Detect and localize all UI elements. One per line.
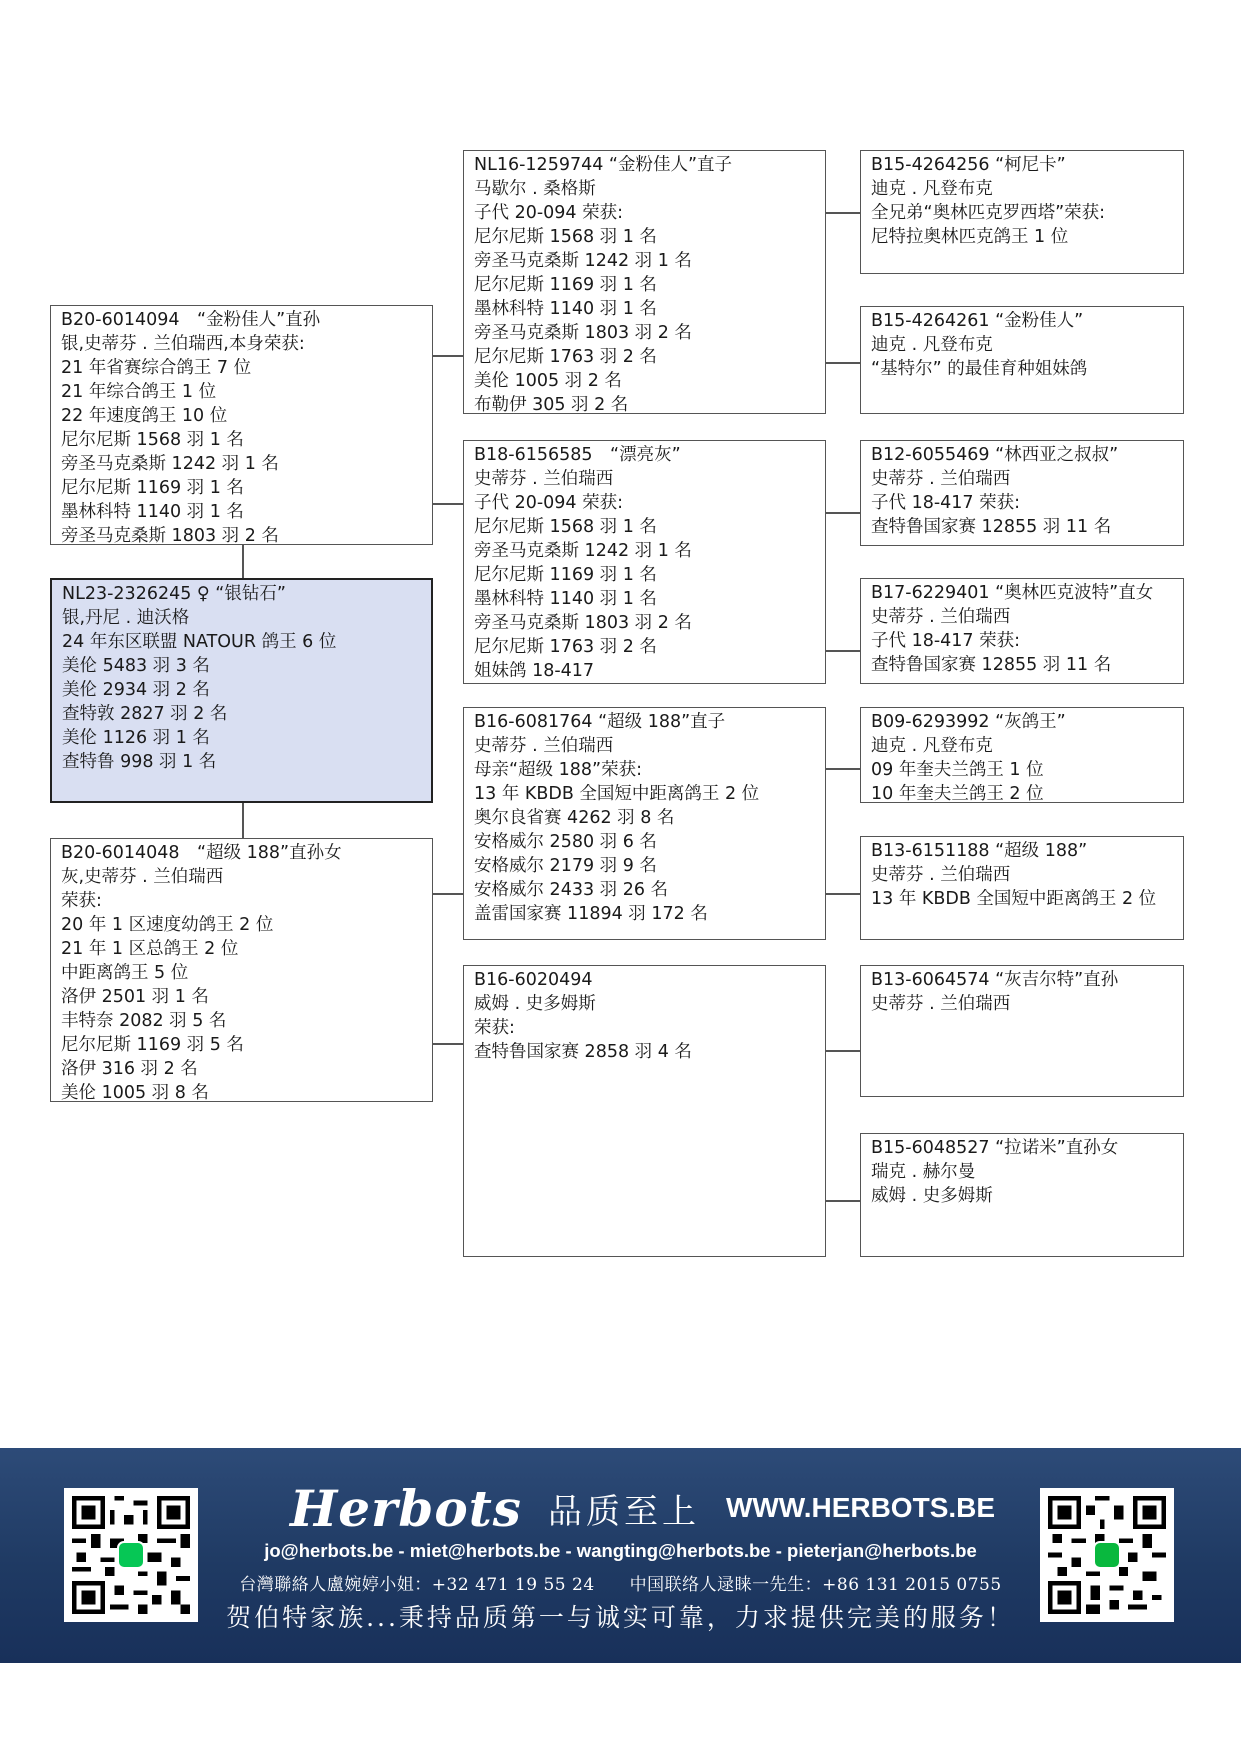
box-line: B16-6020494 (474, 970, 593, 990)
box-line: 子代 20-094 荣获: (474, 493, 624, 513)
connector (826, 1200, 860, 1202)
box-line: B12-6055469 “林西亚之叔叔” (871, 445, 1119, 465)
box-line: 尼尔尼斯 1169 羽 1 名 (474, 275, 657, 295)
connector (433, 503, 463, 505)
box-line: 墨林科特 1140 羽 1 名 (474, 299, 657, 319)
email-addresses[interactable]: jo@herbots.be - miet@herbots.be - wangting@herbots.be - pieterjan@herbots.be (264, 1540, 977, 1561)
box-line: 10 年奎夫兰鸽王 2 位 (871, 784, 1044, 803)
box-line: 子代 18-417 荣获: (871, 631, 1021, 651)
box-line: B15-4264261 “金粉佳人” (871, 311, 1084, 331)
box-line: 21 年 1 区总鸽王 2 位 (61, 939, 239, 959)
box-line: 洛伊 316 羽 2 名 (61, 1059, 198, 1079)
box-line: 子代 20-094 荣获: (474, 203, 624, 223)
box-line: 尼尔尼斯 1169 羽 1 名 (474, 565, 657, 585)
box-line: 安格威尔 2433 羽 26 名 (474, 880, 669, 900)
box-line: 22 年速度鸽王 10 位 (61, 406, 228, 426)
box-line: 银,丹尼 . 迪沃格 (62, 608, 190, 628)
pedigree-box-dam (50, 838, 433, 1102)
box-line: 尼尔尼斯 1169 羽 5 名 (61, 1035, 244, 1055)
box-line: 查特鲁国家赛 12855 羽 11 名 (871, 655, 1112, 675)
box-line: “基特尔” 的最佳育种姐妹鸽 (871, 359, 1088, 379)
box-line: 迪克 . 凡登布克 (871, 179, 993, 199)
box-line: 布勒伊 305 羽 2 名 (474, 395, 629, 414)
pedigree-box-subject (50, 578, 433, 803)
slogan: 品质至上 (547, 1491, 700, 1532)
box-line: 尼尔尼斯 1763 羽 2 名 (474, 347, 657, 367)
box-line: 姐妹鸽 18-417 (474, 661, 595, 681)
box-line: 美伦 2934 羽 2 名 (62, 680, 210, 700)
box-line: B20-6014048 “超级 188”直孙女 (61, 843, 342, 863)
box-line: 史蒂芬 . 兰伯瑞西 (871, 607, 1011, 627)
box-line: 尼尔尼斯 1763 羽 2 名 (474, 637, 657, 657)
box-line: 美伦 1005 羽 2 名 (474, 371, 622, 391)
pedigree-box-great-grandparent-4 (860, 578, 1184, 684)
wechat-icon (1093, 1541, 1121, 1569)
box-line: 查特鲁国家赛 12855 羽 11 名 (871, 517, 1112, 537)
box-line: NL16-1259744 “金粉佳人”直子 (474, 155, 733, 175)
footer-banner (0, 1448, 1241, 1663)
connector (242, 803, 244, 838)
connector (433, 893, 463, 895)
pedigree-box-great-grandparent-8 (860, 1133, 1184, 1257)
box-line: 尼尔尼斯 1568 羽 1 名 (474, 227, 657, 247)
pedigree-box-grandparent-1 (463, 150, 826, 414)
connector (826, 1050, 860, 1052)
box-line: 旁圣马克桑斯 1242 羽 1 名 (61, 454, 279, 474)
box-line: 13 年 KBDB 全国短中距离鸽王 2 位 (871, 889, 1157, 909)
box-line: 旁圣马克桑斯 1242 羽 1 名 (474, 251, 692, 271)
box-line: 查特鲁国家赛 2858 羽 4 名 (474, 1042, 692, 1062)
box-line: 美伦 1126 羽 1 名 (62, 728, 210, 748)
box-line: 丰特奈 2082 羽 5 名 (61, 1011, 227, 1031)
box-line: 荣获: (61, 891, 102, 911)
connector (433, 355, 463, 357)
box-line: 史蒂芬 . 兰伯瑞西 (871, 994, 1011, 1014)
box-line: 子代 18-417 荣获: (871, 493, 1021, 513)
box-line: 旁圣马克桑斯 1803 羽 2 名 (474, 323, 692, 343)
pedigree-box-grandparent-4 (463, 965, 826, 1257)
connector (826, 893, 860, 895)
box-line: 21 年省赛综合鸽王 7 位 (61, 358, 252, 378)
box-line: 墨林科特 1140 羽 1 名 (61, 502, 244, 522)
box-line: 灰,史蒂芬 . 兰伯瑞西 (61, 867, 224, 887)
pedigree-box-great-grandparent-7 (860, 965, 1184, 1097)
box-line: B18-6156585 “漂亮灰” (474, 445, 681, 465)
box-line: 13 年 KBDB 全国短中距离鸽王 2 位 (474, 784, 760, 804)
box-line: B16-6081764 “超级 188”直子 (474, 712, 726, 732)
box-line: 旁圣马克桑斯 1803 羽 2 名 (474, 613, 692, 633)
pedigree-box-grandparent-3 (463, 707, 826, 940)
box-line: 洛伊 2501 羽 1 名 (61, 987, 209, 1007)
box-line: 威姆 . 史多姆斯 (474, 994, 596, 1014)
pedigree-box-grandparent-2 (463, 440, 826, 684)
box-line: 20 年 1 区速度幼鸽王 2 位 (61, 915, 274, 935)
pedigree-box-great-grandparent-3 (860, 440, 1184, 546)
box-line: 尼尔尼斯 1169 羽 1 名 (61, 478, 244, 498)
box-line: B13-6151188 “超级 188” (871, 841, 1088, 861)
box-line: 中距离鸽王 5 位 (61, 963, 189, 983)
pedigree-box-great-grandparent-5 (860, 707, 1184, 803)
box-line: B09-6293992 “灰鸽王” (871, 712, 1066, 732)
brand-row (290, 1478, 995, 1538)
box-line: B15-6048527 “拉诺米”直孙女 (871, 1138, 1119, 1158)
box-line: 尼尔尼斯 1568 羽 1 名 (474, 517, 657, 537)
box-line: B13-6064574 “灰吉尔特”直孙 (871, 970, 1119, 990)
box-line: 马歇尔 . 桑格斯 (474, 179, 596, 199)
connector (826, 650, 860, 652)
box-line: 美伦 1005 羽 8 名 (61, 1083, 209, 1102)
connector (242, 545, 244, 578)
box-line: 银,史蒂芬 . 兰伯瑞西,本身荣获: (61, 334, 305, 354)
connector (826, 212, 860, 214)
pedigree-box-great-grandparent-6 (860, 836, 1184, 940)
box-line: 全兄弟“奥林匹克罗西塔”荣获: (871, 203, 1106, 223)
box-line: 迪克 . 凡登布克 (871, 335, 993, 355)
connector (826, 362, 860, 364)
box-line: 迪克 . 凡登布克 (871, 736, 993, 756)
box-line: 史蒂芬 . 兰伯瑞西 (871, 865, 1011, 885)
herbots-logo: Herbots (290, 1478, 522, 1538)
box-line: 史蒂芬 . 兰伯瑞西 (474, 469, 614, 489)
box-line: B17-6229401 “奥林匹克波特”直女 (871, 583, 1154, 603)
pedigree-box-great-grandparent-1 (860, 150, 1184, 274)
box-line: 史蒂芬 . 兰伯瑞西 (474, 736, 614, 756)
box-line: 安格威尔 2179 羽 9 名 (474, 856, 657, 876)
website-link[interactable]: WWW.HERBOTS.BE (725, 1492, 996, 1523)
box-line: 安格威尔 2580 羽 6 名 (474, 832, 657, 852)
box-line: 威姆 . 史多姆斯 (871, 1186, 993, 1206)
box-line: NL23-2326245 ♀ “银钻石” (62, 584, 286, 604)
connector (826, 768, 860, 770)
box-line: 旁圣马克桑斯 1803 羽 2 名 (61, 526, 279, 545)
contact-numbers: 台灣聯絡人盧婉婷小姐：+32 471 19 55 24 中国联络人逯睐一先生：+86 131 2015 0755 (239, 1575, 1002, 1595)
box-line: 尼尔尼斯 1568 羽 1 名 (61, 430, 244, 450)
box-line: 21 年综合鸽王 1 位 (61, 382, 217, 402)
box-line: 墨林科特 1140 羽 1 名 (474, 589, 657, 609)
qr-code-wechat[interactable] (1040, 1488, 1174, 1622)
box-line: B15-4264256 “柯尼卡” (871, 155, 1066, 175)
box-line: 24 年东区联盟 NATOUR 鸽王 6 位 (62, 632, 337, 652)
box-line: 09 年奎夫兰鸽王 1 位 (871, 760, 1044, 780)
box-line: 荣获: (474, 1018, 515, 1038)
box-line: 查特鲁 998 羽 1 名 (62, 752, 217, 772)
box-line: 查特敦 2827 羽 2 名 (62, 704, 228, 724)
box-line: 瑞克 . 赫尔曼 (871, 1162, 976, 1182)
connector (433, 1043, 463, 1045)
box-line: 盖雷国家赛 11894 羽 172 名 (474, 904, 708, 924)
pedigree-box-sire (50, 305, 433, 545)
box-line: 旁圣马克桑斯 1242 羽 1 名 (474, 541, 692, 561)
box-line: 奥尔良省赛 4262 羽 8 名 (474, 808, 675, 828)
box-line: 母亲“超级 188”荣获: (474, 760, 642, 780)
company-motto: 贺伯特家族...秉持品质第一与诚实可靠，力求提供完美的服务！ (226, 1603, 1015, 1632)
pedigree-box-great-grandparent-2 (860, 306, 1184, 414)
box-line: B20-6014094 “金粉佳人”直孙 (61, 310, 321, 330)
box-line: 史蒂芬 . 兰伯瑞西 (871, 469, 1011, 489)
connector (826, 512, 860, 514)
box-line: 美伦 5483 羽 3 名 (62, 656, 210, 676)
box-line: 尼特拉奥林匹克鸽王 1 位 (871, 227, 1069, 247)
